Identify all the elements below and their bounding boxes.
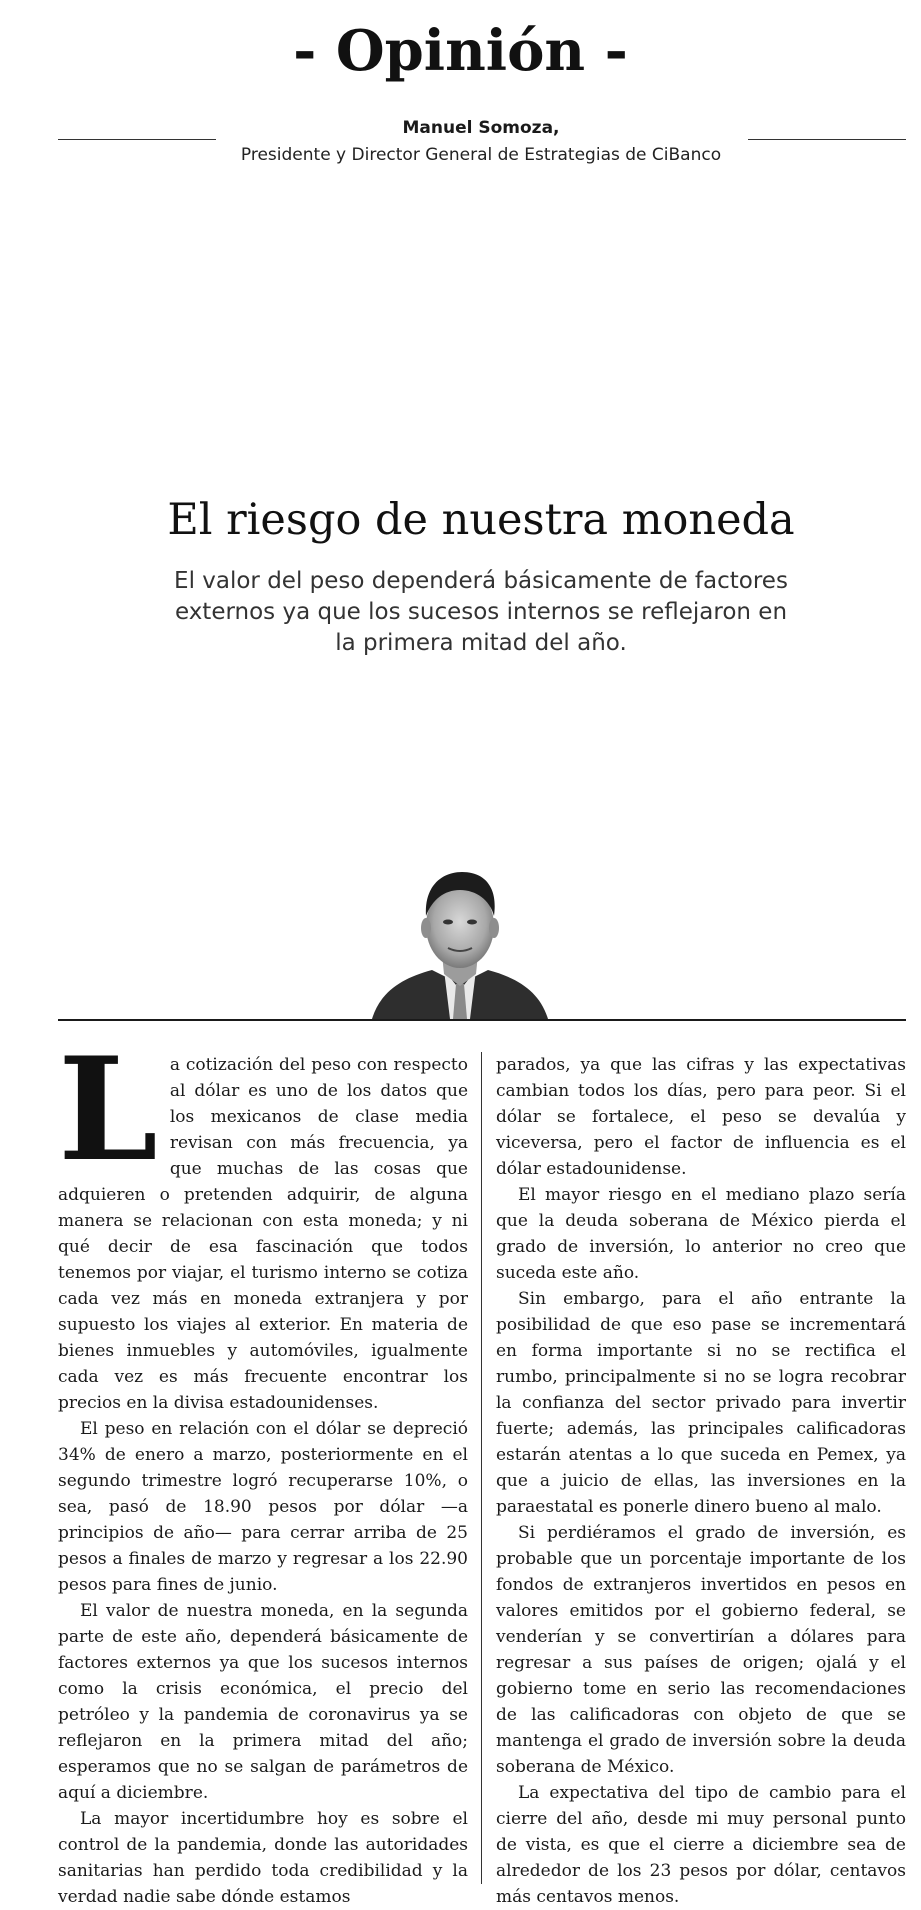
author-title: Presidente y Director General de Estrategias de CiBanco — [240, 145, 722, 165]
author-name: Manuel Somoza, — [402, 118, 560, 138]
paragraph: El peso en relación con el dólar se depreció 34% de enero a marzo, posteriormente en el segundo trimestre logró recuperarse 10%, o sea, pasó de 18.90 pesos por dólar —a principios de año— para cerrar arriba de 25 pesos a finales de marzo y regresar a los 22.90 pesos para fines de junio. — [58, 1419, 468, 1595]
article-headline: El riesgo de nuestra moneda — [167, 495, 795, 545]
paragraph: El valor de nuestra moneda, en la segunda parte de este año, dependerá básicamente de factores externos ya que los sucesos internos como la crisis económica, el precio del petróleo y la pandemia de coronavirus ya se reflejaron en la primera mitad del año; esperamos que no se salgan de parámetros de aquí a diciembre. — [58, 1601, 468, 1803]
paragraph — [58, 1027, 468, 1416]
paragraph: parados, ya que las cifras y las expectativas cambian todos los días, pero para peor. Si el dólar se fortalece, el peso se devalúa y viceversa, pero el factor de influencia es el dólar estadounidense. — [496, 1055, 906, 1179]
paragraph: La mayor incertidumbre hoy es sobre el control de la pandemia, donde las autoridades sanitarias han perdido toda credibilidad y la verdad nadie sabe dónde estamos — [58, 1809, 468, 1907]
column-rule — [481, 1052, 482, 1884]
drop-cap: L — [58, 1027, 158, 1193]
author-portrait — [372, 866, 548, 1019]
paragraph-text: a cotización del peso con respecto al dólar es uno de los datos que los mexicanos de clase media revisan con más frecuencia, ya que muchas de las cosas que adquieren o pretenden adquirir, de alguna manera se relacionan con esta moneda; y ni qué decir de esa fascinación que todos tenemos por viajar, el turismo interno se cotiza cada vez más en moneda extranjera y por supuesto los viajes al exterior. En materia de bienes inmuebles y automóviles, igualmente cada vez es más frecuente encontrar los precios en la divisa estadounidenses. — [58, 1055, 468, 1413]
paragraph: La expectativa del tipo de cambio para el cierre del año, desde mi muy personal punto de vista, es que el cierre a diciembre sea de alrededor de los 23 pesos por dólar, centavos más centavos menos. — [496, 1783, 906, 1907]
header-rule-right — [748, 139, 906, 140]
paragraph: Si perdiéramos el grado de inversión, es probable que un porcentaje importante de los fondos de extranjeros invertidos en pesos en valores emitidos por el gobierno federal, se venderían y se convertirían a dólares para regresar a sus países de origen; ojalá y el gobierno tome en serio las recomendaciones de las calificadoras con objeto de que se mantenga el grado de inversión sobre la deuda soberana de México. — [496, 1523, 906, 1777]
article-column-1 — [58, 1027, 468, 1910]
section-title: - Opinión - — [293, 18, 628, 84]
header-rule-left — [58, 139, 216, 140]
paragraph: Sin embargo, para el año entrante la posibilidad de que eso pase se incrementará en forma importante si no se rectifica el rumbo, principalmente si no se logra recobrar la confianza del sector privado para invertir fuerte; además, las principales calificadoras estarán atentas a lo que suceda en Pemex, ya que a juicio de ellas, las inversiones en la paraestatal es ponerle dinero bueno al malo. — [496, 1289, 906, 1517]
article-column-2 — [496, 1052, 906, 1910]
article-divider — [58, 1019, 906, 1021]
article-subhead: El valor del peso dependerá básicamente de factores externos ya que los sucesos internos se reflejaron en la primera mitad del año. — [174, 568, 788, 656]
paragraph: El mayor riesgo en el mediano plazo sería que la deuda soberana de México pierda el grado de inversión, lo anterior no creo que suceda este año. — [496, 1185, 906, 1283]
